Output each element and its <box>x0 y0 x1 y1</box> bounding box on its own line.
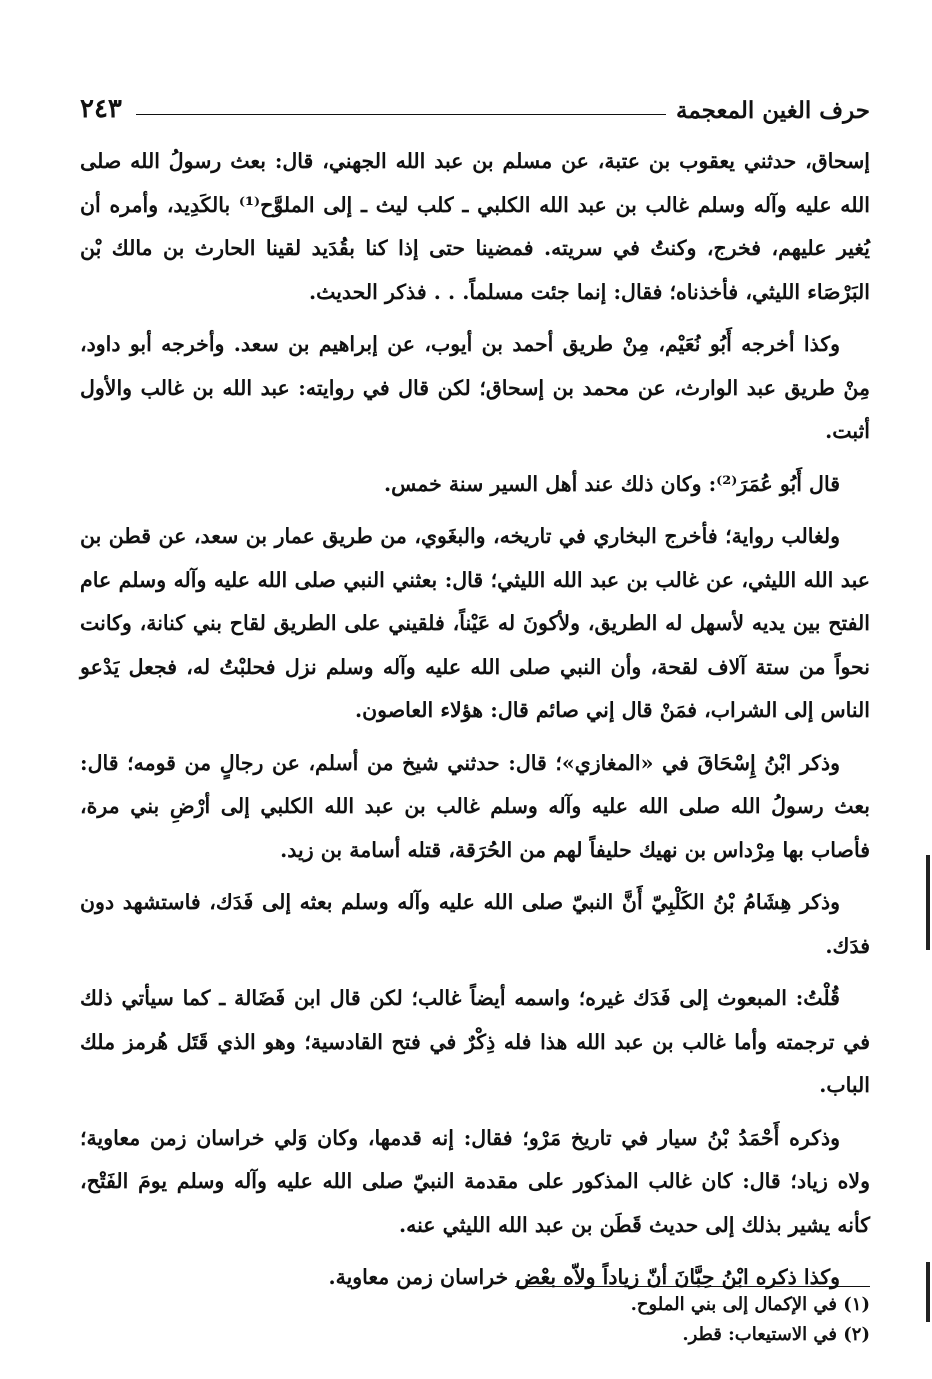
chapter-title: حرف الغين المعجمة <box>676 97 870 124</box>
footnotes <box>80 1290 870 1350</box>
scan-edge-mark <box>926 855 930 950</box>
footnote-1: (١) في الإكمال إلى بني الملوح. <box>630 1294 870 1315</box>
paragraph-8: وذكره أَحْمَدُ بْنُ سيار في تاريخ مَرْو؛ فقال: إنه قدمها، وكان وَلي خراسان زمن معاوية؛ ولاه زياد؛ قال: كان غالب المذكور على مقدمة النبيّ صلى الله عليه وآله وسلم يومَ الفَتْح، كأنه يشير بذلك إلى حديث قَطَن بن عبد الله الليثي عنه. <box>80 1125 870 1237</box>
paragraph-3: قال أَبُو عُمَرَ⁽²⁾: وكان ذلك عند أهل السير سنة خمس. <box>383 471 840 496</box>
running-header <box>80 88 870 124</box>
document-page <box>80 0 870 1379</box>
paragraph-1: إسحاق، حدثني يعقوب بن عتبة، عن مسلم بن عبد الله الجهني، قال: بعث رسولُ الله صلى الله عليه وآله وسلم غالب بن عبد الله الكلبي ـ كلب ليث ـ إلى الملوَّح⁽¹⁾ بالكَدِيد، وأمره أن يُغير عليهم، فخرج، وكنتُ في سريته. فمضينا حتى إذا كنا بقُدَيد لقينا الحارث بن مالك بْن البَرْصَاء الليثي، فأخذناه؛ فقال: إنما جئت مسلماً. . . فذكر الحديث. <box>80 149 870 304</box>
paragraph-5: وذكر ابْنُ إِسْحَاقَ في «المغازي»؛ قال: حدثني شيخ من أسلم، عن رجالٍ من قومه؛ قال: بعث رسولُ الله صلى الله عليه وآله وسلم غالب بن عبد الله الكلبي إلى أرْضِ بني مرة، فأصاب بها مِرْداس بن نهيك حليفاً لهم من الحُرَقة، قتله أسامة بن زيد. <box>80 750 870 862</box>
body-text <box>80 140 870 1309</box>
scan-edge-mark <box>926 1262 930 1322</box>
header-rule <box>136 114 666 115</box>
paragraph-2: وكذا أخرجه أَبُو نُعَيْم، مِنْ طريق أحمد بن أيوب، عن إبراهيم بن سعد. وأخرجه أبو داود، مِنْ طريق عبد الوارث، عن محمد بن إسحاق؛ لكن قال في روايته: عبد الله بن غالب والأول أثبت. <box>80 332 870 443</box>
paragraph-9: وكذا ذكره ابْنُ حِبَّانَ أنّ زياداً ولاّه بعْض خراسان زمن معاوية. <box>328 1265 840 1289</box>
footnote-2: (٢) في الاستيعاب: قطر. <box>682 1324 870 1345</box>
paragraph-7: قُلْتُ: المبعوث إلى فَدَك غيره؛ واسمه أيضاً غالب؛ لكن قال ابن فَضَالة ـ كما سيأتي ذلك في ترجمته وأما غالب بن عبد الله هذا فله ذِكْرٌ في فتح القادسية؛ وهو الذي قَتَل هُرمز ملك الباب. <box>80 986 870 1097</box>
footnote-divider <box>515 1286 870 1287</box>
paragraph-4: ولغالب رواية؛ فأخرج البخاري في تاريخه، والبغَوي، من طريق عمار بن سعد، عن قطن بن عبد الله الليثي، عن غالب بن عبد الله الليثي؛ قال: بعثني النبي صلى الله عليه وآله وسلم عام الفتح بين يديه لأسهل له الطريق، ولأكونَ له عَيْناً، فلقيني على الطريق لقاح بني كنانة، وكانت نحواً من ستة آلاف لقحة، وأن النبي صلى الله عليه وآله وسلم نزل فحلبْتُ له، فجعل يَدْعو الناس إلى الشراب، فمَنْ قال إني صائم قال: هؤلاء العاصون. <box>80 524 870 722</box>
paragraph-6: وذكر هِشَامُ بْنُ الكَلْبِيّ أَنَّ النبيّ صلى الله عليه وآله وسلم بعثه إلى فَدَك، فاستشهد دون فدَك. <box>80 890 870 958</box>
page-number: ٢٤٣ <box>80 94 122 124</box>
